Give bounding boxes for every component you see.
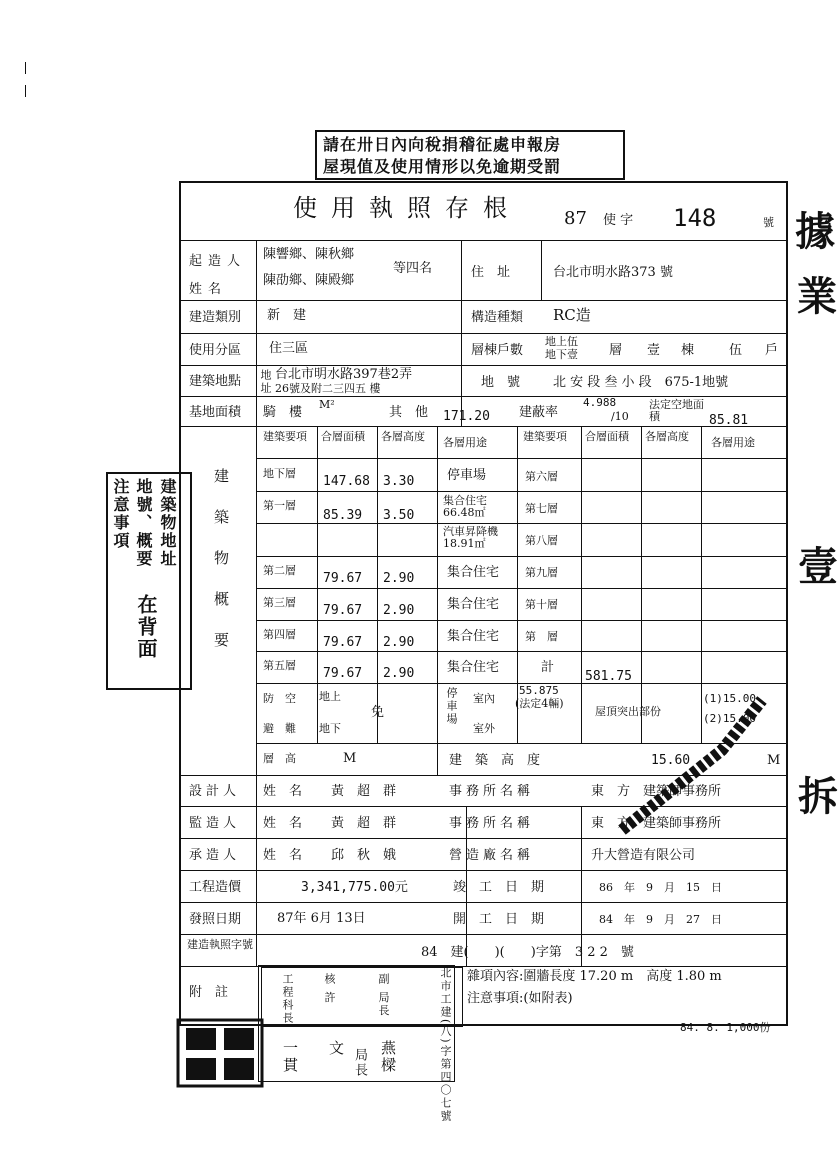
bldg-height-value: 15.60 — [651, 753, 691, 768]
side-col1: 注意事項 — [111, 478, 130, 550]
cost-value: 3,341,775.00元 — [301, 880, 408, 895]
floors-below: 地下壹 — [545, 348, 578, 361]
issue-label: 發照日期 — [189, 912, 242, 927]
row6-use: 集合住宅 — [447, 660, 500, 675]
floors-above: 地上伍 — [545, 335, 578, 348]
row5-item: 第四層 — [263, 628, 296, 641]
issue-date: 87年 6月 13日 — [277, 911, 366, 926]
stamp-3: 副 局長 — [377, 973, 390, 1018]
permit-label: 建造執照字號 — [187, 938, 253, 951]
contractor-company-label: 營造廠名稱 — [449, 848, 535, 863]
title-year: 87 — [564, 208, 587, 229]
col-height: 各層高度 — [381, 430, 425, 443]
coverage-value: 4.988 — [583, 396, 617, 409]
stamp-name-3: 燕樑 — [379, 1040, 397, 1074]
zoning-label: 使用分區 — [189, 343, 242, 358]
row6-height: 2.90 — [383, 666, 415, 681]
stamp-4: 局長 — [352, 1048, 367, 1078]
row3-item: 第二層 — [263, 564, 296, 577]
struct-label: 構造種類 — [471, 310, 524, 325]
units-word: 戶 — [765, 343, 779, 358]
location-label: 建築地點 — [189, 374, 242, 389]
cost-label: 工程造價 — [189, 880, 242, 895]
parking-label: 停車場 — [445, 687, 458, 726]
col-item: 建築要項 — [263, 430, 307, 443]
row5-use: 集合住宅 — [447, 629, 500, 644]
supervisor-label: 監造人 — [189, 816, 241, 831]
side-col3: 建築物地址 — [158, 478, 177, 568]
parking-out: 室外 — [473, 722, 495, 735]
build-type-label: 建造類別 — [189, 310, 242, 325]
contractor-label: 承造人 — [189, 848, 241, 863]
arcade-label: 騎 樓 — [263, 405, 303, 420]
side-col2: 地號、概要 — [134, 478, 153, 568]
supervisor-office-label: 事務所名稱 — [449, 816, 535, 831]
col-height-2: 各層高度 — [645, 430, 689, 443]
row0-area: 147.68 — [323, 474, 370, 489]
tax-notice-line1: 請在卅日內向稅捐稽征處申報房 — [323, 135, 562, 154]
parking-in: 室內 — [473, 692, 495, 705]
edge-char-2: 業 — [797, 273, 837, 320]
coverage-label: 建蔽率 — [519, 405, 559, 420]
owner-count: 等四名 — [393, 261, 433, 276]
designer-office-label: 事務所名稱 — [449, 784, 535, 799]
build-type-value: 新 建 — [267, 308, 307, 323]
shelter-free: 免 — [371, 705, 385, 720]
contractor-name-label: 姓 名 — [263, 848, 303, 863]
edge-char-4: 拆 — [798, 773, 838, 820]
other-value: 171.20 — [443, 409, 490, 424]
row3-height: 2.90 — [383, 571, 415, 586]
owner-label: 起造人姓名 — [189, 254, 247, 297]
owner-address: 台北市明水路373 號 — [553, 265, 673, 280]
location-prefix: 地址 — [259, 369, 272, 395]
row0-item: 地下層 — [263, 467, 296, 480]
lot-label: 地 號 — [481, 375, 521, 390]
row1-height: 3.50 — [383, 508, 415, 523]
lot-value: 北 安 段 叁 小 段 675-1地號 — [553, 375, 729, 390]
supervisor-office: 東 方 建築師事務所 — [591, 816, 722, 831]
start-label: 開 工 日 期 — [453, 912, 545, 927]
row5-height: 2.90 — [383, 635, 415, 650]
edge-char-1: 據 — [795, 208, 835, 255]
floor-height-label: 層 高 — [263, 752, 296, 765]
contractor-company: 升大營造有限公司 — [591, 848, 696, 863]
units-count: 伍 — [729, 343, 743, 358]
edge-char-3: 壹 — [798, 543, 838, 590]
right-row4: 第十層 — [525, 598, 558, 611]
col-use: 各層用途 — [443, 436, 487, 449]
supervisor-name-label: 姓 名 — [263, 816, 303, 831]
title-type: 使 字 — [603, 213, 634, 228]
right-row1: 第七層 — [525, 502, 558, 515]
row3-use: 集合住宅 — [447, 565, 500, 580]
notes-label: 附 註 — [189, 985, 229, 1000]
row3-area: 79.67 — [323, 571, 363, 586]
notes-line1: 雜項內容:圍牆長度 17.20 m 高度 1.80 m — [467, 969, 722, 984]
permit-value: 84 建( )( )字第 3 2 2 號 — [421, 945, 634, 960]
parking-legal: (法定4輛) — [515, 697, 564, 710]
stamp-1: 工程科長 — [281, 973, 294, 1025]
other-label: 其 他 — [389, 405, 429, 420]
stamp-name-1: 一貫 — [281, 1040, 299, 1074]
col-item-2: 建築要項 — [523, 430, 567, 443]
bldg-height-label: 建 築 高 度 — [449, 753, 541, 768]
roof-2: (2)15.00 — [703, 712, 756, 725]
stamp-ref: 北市工建(八)字第四〇七號 — [439, 967, 452, 1123]
designer-office: 東 方 建築師事務所 — [591, 784, 722, 799]
roof-label: 屋頂突出部份 — [595, 705, 661, 718]
legal-open-value: 85.81 — [709, 413, 749, 428]
start-date: 84 年 9 月 27 日 — [599, 913, 722, 926]
row1-item: 第一層 — [263, 499, 296, 512]
location-line1: 台北市明水路397巷2弄 — [275, 367, 413, 382]
row6-area: 79.67 — [323, 666, 363, 681]
stamp-name-2: 文 — [327, 1040, 345, 1057]
margin-mark-2 — [25, 85, 26, 97]
shelter-above: 地上 — [319, 690, 341, 703]
designer-label: 設計人 — [189, 784, 241, 799]
row2-use: 汽車昇降機 18.91㎡ — [443, 525, 498, 550]
form-code: 84. 8. 1,000份 — [680, 1021, 771, 1034]
zoning-value: 住三區 — [269, 341, 309, 356]
designer-name-label: 姓 名 — [263, 784, 303, 799]
stamp-2: 核 許 — [323, 973, 336, 1005]
location-line2: 26號及附二三四五 樓 — [275, 382, 381, 395]
title-suffix: 號 — [763, 216, 774, 229]
row4-area: 79.67 — [323, 603, 363, 618]
refuge-label: 避 難 — [263, 722, 296, 735]
owner-names-2: 陳劭鄉、陳殿鄉 — [263, 273, 355, 288]
site-area-label: 基地面積 — [189, 405, 242, 420]
row1-area: 85.39 — [323, 508, 363, 523]
right-row6: 計 — [541, 660, 555, 675]
title-number: 148 — [673, 204, 717, 232]
summary-total: 581.75 — [585, 669, 632, 684]
supervisor-name: 黃 超 群 — [331, 816, 397, 831]
right-row0: 第六層 — [525, 470, 558, 483]
shelter-label: 防 空 — [263, 692, 296, 705]
address-label: 住 址 — [471, 265, 511, 280]
buildings-word: 棟 — [681, 343, 695, 358]
finish-label: 竣 工 日 期 — [453, 880, 545, 895]
row6-item: 第五層 — [263, 659, 296, 672]
tax-notice-line2: 屋現值及使用情形以免逾期受罰 — [323, 157, 562, 176]
official-seal — [176, 1018, 266, 1090]
floor-height-unit: M — [343, 751, 357, 766]
right-row5: 第 層 — [525, 630, 558, 643]
ink-stamp-smear — [612, 680, 772, 840]
floors-word: 層 — [609, 343, 623, 358]
row5-area: 79.67 — [323, 635, 363, 650]
contractor-name: 邱 秋 娥 — [331, 848, 397, 863]
floors-label: 層棟戶數 — [471, 343, 524, 358]
row4-height: 2.90 — [383, 603, 415, 618]
side-tail: 在背面 — [134, 594, 158, 660]
struct-value: RC造 — [553, 306, 591, 324]
buildings-count: 壹 — [647, 343, 661, 358]
notes-line2: 注意事項:(如附表) — [467, 991, 573, 1006]
arcade-unit: M² — [319, 398, 335, 411]
refuge-below: 地下 — [319, 722, 341, 735]
tax-notice — [315, 130, 625, 180]
owner-names-1: 陳響鄉、陳秋鄉 — [263, 247, 355, 262]
parking-in-value: 55.875 — [519, 684, 559, 697]
finish-date: 86 年 9 月 15 日 — [599, 881, 722, 894]
roof-1: (1)15.00 — [703, 692, 756, 705]
coverage-den: /10 — [611, 410, 629, 423]
form-title: 使用執照存根 — [293, 194, 521, 222]
bldg-height-unit: M — [767, 753, 781, 768]
col-area-2: 合層面積 — [585, 430, 629, 443]
row0-use: 停車場 — [447, 468, 487, 483]
designer-name: 黃 超 群 — [331, 784, 397, 799]
row4-item: 第三層 — [263, 596, 296, 609]
margin-mark-1 — [25, 62, 26, 74]
row4-use: 集合住宅 — [447, 597, 500, 612]
right-row2: 第八層 — [525, 534, 558, 547]
legal-open-label: 法定空地面積 — [649, 398, 704, 423]
col-area: 合層面積 — [321, 430, 365, 443]
row1-use: 集合住宅 66.48㎡ — [443, 494, 487, 519]
right-row3: 第九層 — [525, 566, 558, 579]
summary-label: 建築物概要 — [212, 468, 230, 673]
col-use-2: 各層用途 — [711, 436, 755, 449]
row0-height: 3.30 — [383, 474, 415, 489]
